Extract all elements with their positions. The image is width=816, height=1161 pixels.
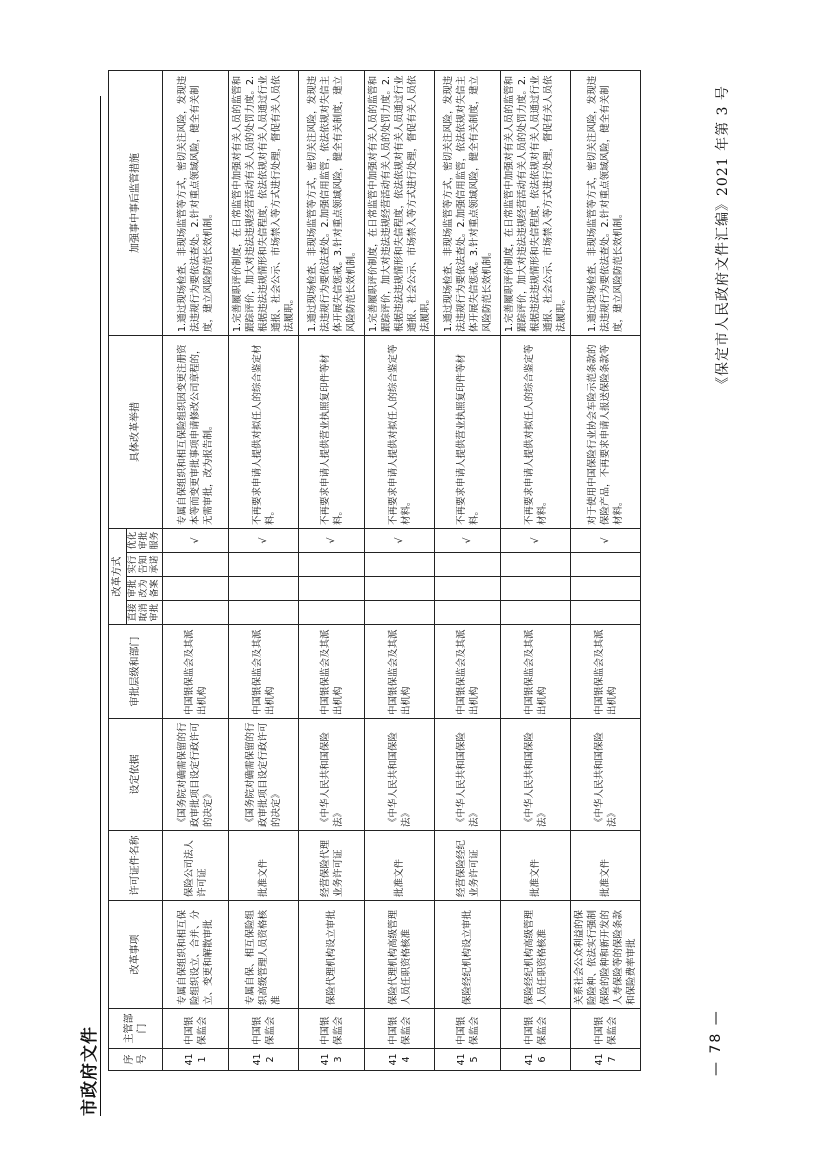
cell-permit: 经营保险经纪业务许可证	[435, 831, 501, 901]
table-row	[571, 71, 641, 1071]
cell-mode-cancel	[299, 601, 365, 625]
cell-level: 中国银保监会及其派出机构	[229, 625, 299, 719]
cell-mode-filing	[501, 577, 571, 601]
col-dept-header: 主管部门	[109, 1009, 163, 1049]
cell-mode-cancel	[435, 601, 501, 625]
cell-basis: 《中华人民共和国保险法》	[435, 719, 501, 831]
col-seq-header: 序号	[109, 1049, 163, 1071]
cell-basis: 《中华人民共和国保险法》	[501, 719, 571, 831]
cell-item: 专属自保、相互保险组织高级管理人员资格核准	[229, 901, 299, 1009]
cell-permit: 保险公司法人许可证	[163, 831, 229, 901]
cell-mode-optimize-check: √	[299, 529, 365, 553]
cell-mode-promise	[365, 553, 435, 577]
col-basis-header: 设定依据	[109, 719, 163, 831]
cell-mode-cancel	[163, 601, 229, 625]
cell-supervision: 1.通过现场检查、非现场监管等方式，密切关注风险，发现违法违规行为要依法查处。2.针对重点领域风险，健全有关制度，建立风险防范长效机制。	[571, 71, 641, 336]
cell-dept: 中国银保监会	[229, 1009, 299, 1049]
cell-measures: 不再要求申请人提供对拟任人的综合鉴定等材料。	[365, 336, 435, 529]
cell-mode-promise	[229, 553, 299, 577]
col-permit-header: 许可证件名称	[109, 831, 163, 901]
cell-level: 中国银保监会及其派出机构	[299, 625, 365, 719]
col-measures-header: 具体改革举措	[109, 336, 163, 529]
cell-permit: 批准文件	[571, 831, 641, 901]
cell-item: 关系社会公众利益的保险险种、依法实行强制保险的险种和新开发的人寿保险等的保险条款和保险费率审批	[571, 901, 641, 1009]
col-supervision-header: 加强事中事后监管措施	[109, 71, 163, 336]
cell-mode-optimize-check: √	[365, 529, 435, 553]
cell-mode-filing	[299, 577, 365, 601]
cell-supervision: 1.完善履职评价制度，在日常监管中加强对有关人员的监管和跟踪评价，加大对违法违规经营活动有关人员的处罚力度。2.根据违法违规情形和失信程度，依法依规对有关人员通过行业通报、社会公示、市场禁入等方式进行处理，督促有关人员依法履职。	[229, 71, 299, 336]
col-level-header: 审批层级和部门	[109, 625, 163, 719]
cell-supervision: 1.通过现场检查、非现场监管等方式，密切关注风险，发现违法违规行为要依法查处。2.加强信用监管，依法依规对失信主体开展失信惩戒。3.针对重点领域风险，健全有关制度，建立风险防范长效机制。	[435, 71, 501, 336]
cell-mode-optimize-check: √	[571, 529, 641, 553]
cell-seq: 412	[229, 1049, 299, 1071]
cell-mode-cancel	[571, 601, 641, 625]
cell-seq: 417	[571, 1049, 641, 1071]
document-header-title: 市政府文件	[80, 1026, 100, 1116]
header-rule	[100, 96, 101, 1116]
cell-basis: 《中华人民共和国保险法》	[299, 719, 365, 831]
cell-supervision: 1.通过现场检查、非现场监管等方式，密切关注风险，发现违法违规行为要依法查处。2.针对重点领域风险，健全有关制度，建立风险防范长效机制。	[163, 71, 229, 336]
table-header-row	[109, 71, 127, 1071]
page-number: — 78 —	[708, 1009, 724, 1076]
cell-mode-cancel	[229, 601, 299, 625]
cell-measures: 不再要求申请人提供对拟任人的综合鉴定材料。	[229, 336, 299, 529]
cell-measures: 对于使用中国保险行业协会车险示范条款的保险产品，不再要求申请人报送保险条款等材料。	[571, 336, 641, 529]
cell-supervision: 1.完善履职评价制度，在日常监管中加强对有关人员的监管和跟踪评价，加大对违法违规经营活动有关人员的处罚力度。2.根据违法违规情形和失信程度，依法依规对有关人员通过行业通报、社会公示、市场禁入等方式进行处理，督促有关人员依法履职。	[365, 71, 435, 336]
cell-level: 中国银保监会及其派出机构	[163, 625, 229, 719]
cell-mode-cancel	[365, 601, 435, 625]
cell-mode-cancel	[501, 601, 571, 625]
table-row	[501, 71, 571, 1071]
cell-dept: 中国银保监会	[501, 1009, 571, 1049]
cell-permit: 批准文件	[365, 831, 435, 901]
cell-dept: 中国银保监会	[365, 1009, 435, 1049]
cell-mode-promise	[163, 553, 229, 577]
col-mode-optimize-header: 优化审批服务	[127, 529, 163, 553]
table-row	[229, 71, 299, 1071]
cell-measures: 不再要求申请人提供营业执照复印件等材料。	[435, 336, 501, 529]
col-mode-cancel-header: 直接取消审批	[127, 601, 163, 625]
cell-mode-promise	[501, 553, 571, 577]
cell-basis: 《国务院对确需保留的行政审批项目设定行政许可的决定》	[163, 719, 229, 831]
cell-measures: 专属自保组织和相互保险组织因变更注册资本等而变更审批事项申请修改公司章程的，无需审批，改为报告制。	[163, 336, 229, 529]
cell-mode-filing	[163, 577, 229, 601]
running-title: 《保定市人民政府文件汇编》2021 年第 3 号	[715, 85, 731, 391]
cell-level: 中国银保监会及其派出机构	[571, 625, 641, 719]
cell-dept: 中国银保监会	[571, 1009, 641, 1049]
cell-mode-optimize-check: √	[163, 529, 229, 553]
cell-item: 专属自保组织和相互保险组织设立、合并、分立、变更和解散审批	[163, 901, 229, 1009]
cell-permit: 经营保险代理业务许可证	[299, 831, 365, 901]
reform-table	[108, 70, 641, 1071]
table-row	[365, 71, 435, 1071]
col-mode-promise-header: 实行告知承诺	[127, 553, 163, 577]
cell-mode-filing	[571, 577, 641, 601]
cell-seq: 414	[365, 1049, 435, 1071]
table-row	[435, 71, 501, 1071]
cell-seq: 415	[435, 1049, 501, 1071]
cell-mode-optimize-check: √	[435, 529, 501, 553]
cell-basis: 《中华人民共和国保险法》	[571, 719, 641, 831]
cell-seq: 411	[163, 1049, 229, 1071]
cell-mode-filing	[435, 577, 501, 601]
cell-item: 保险代理机构高级管理人员任职资格核准	[365, 901, 435, 1009]
cell-mode-filing	[365, 577, 435, 601]
cell-mode-promise	[571, 553, 641, 577]
cell-dept: 中国银保监会	[435, 1009, 501, 1049]
table-row	[299, 71, 365, 1071]
cell-item: 保险经纪机构高级管理人员任职资格核准	[501, 901, 571, 1009]
cell-level: 中国银保监会及其派出机构	[435, 625, 501, 719]
cell-level: 中国银保监会及其派出机构	[501, 625, 571, 719]
cell-dept: 中国银保监会	[299, 1009, 365, 1049]
cell-basis: 《中华人民共和国保险法》	[365, 719, 435, 831]
cell-permit: 批准文件	[501, 831, 571, 901]
cell-basis: 《国务院对确需保留的行政审批项目设定行政许可的决定》	[229, 719, 299, 831]
col-mode-filing-header: 审批改为备案	[127, 577, 163, 601]
cell-mode-filing	[229, 577, 299, 601]
col-reform-mode-header: 改革方式	[109, 529, 127, 625]
cell-mode-optimize-check: √	[501, 529, 571, 553]
cell-seq: 416	[501, 1049, 571, 1071]
cell-item: 保险经纪机构设立审批	[435, 901, 501, 1009]
cell-measures: 不再要求申请人提供对拟任人的综合鉴定等材料。	[501, 336, 571, 529]
cell-supervision: 1.通过现场检查、非现场监管等方式，密切关注风险，发现违法违规行为要依法查处。2.加强信用监管，依法依规对失信主体开展失信惩戒。3.针对重点领域风险，健全有关制度，建立风险防范长效机制。	[299, 71, 365, 336]
cell-mode-promise	[435, 553, 501, 577]
cell-mode-optimize-check: √	[229, 529, 299, 553]
col-item-header: 改革事项	[109, 901, 163, 1009]
cell-measures: 不再要求申请人提供营业执照复印件等材料。	[299, 336, 365, 529]
table-row	[163, 71, 229, 1071]
cell-supervision: 1.完善履职评价制度，在日常监管中加强对有关人员的监管和跟踪评价，加大对违法违规经营活动有关人员的处罚力度。2.根据违法违规情形和失信程度，依法依规对有关人员通过行业通报、社会公示、市场禁入等方式进行处理，督促有关人员依法履职。	[501, 71, 571, 336]
cell-dept: 中国银保监会	[163, 1009, 229, 1049]
cell-seq: 413	[299, 1049, 365, 1071]
cell-level: 中国银保监会及其派出机构	[365, 625, 435, 719]
cell-permit: 批准文件	[229, 831, 299, 901]
cell-mode-promise	[299, 553, 365, 577]
cell-item: 保险代理机构设立审批	[299, 901, 365, 1009]
